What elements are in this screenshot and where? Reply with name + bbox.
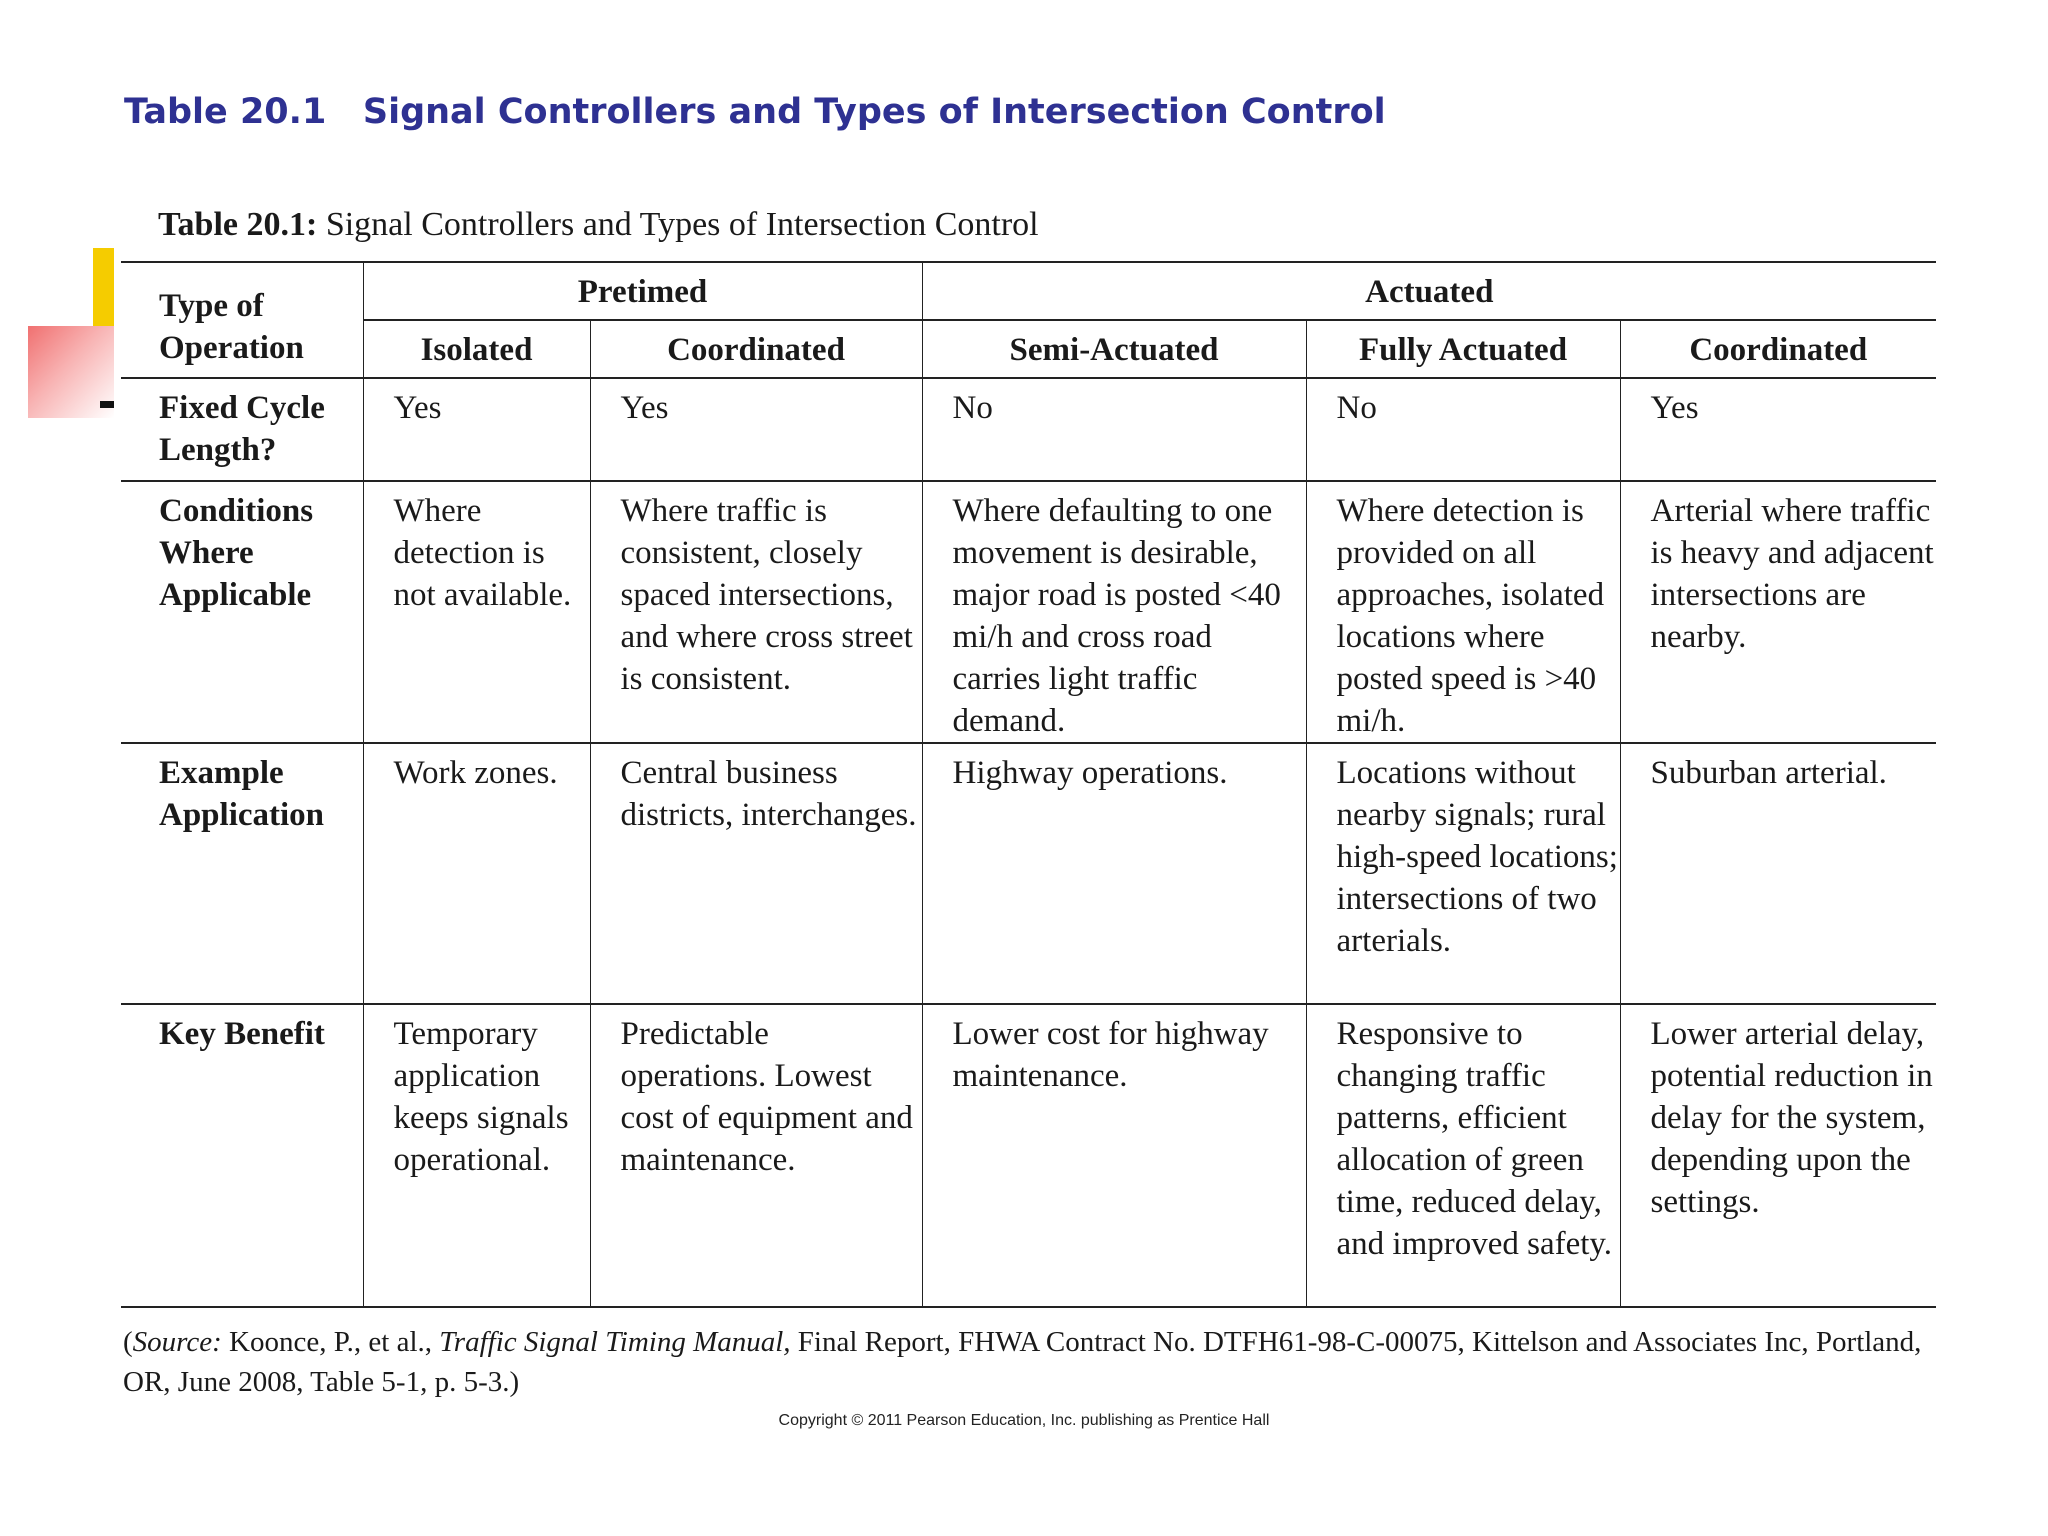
source-label: Source: [132, 1326, 222, 1358]
table-cell: Yes [1650, 390, 1699, 426]
table-cell: Yes [590, 378, 922, 481]
table-cell: Responsive to changing traffic patterns, efficient allocation of green time, reduced delay, and improved safety. [1306, 1004, 1620, 1307]
row-label-key-benefit: Key Benefit [121, 1004, 363, 1307]
column-header-fully-actuated: Fully Actuated [1306, 320, 1620, 378]
table-row [121, 1004, 1936, 1307]
row-label-conditions: Conditions Where Applicable [121, 481, 363, 743]
table-cell: Work zones. [363, 743, 590, 1004]
table-caption-text: Signal Controllers and Types of Intersection Control [325, 206, 1039, 243]
table-cell: Lower cost for highway maintenance. [922, 1004, 1306, 1307]
table-cell: Where detection is provided on all approaches, isolated locations where posted speed is >40 mi/h. [1306, 481, 1620, 743]
table-cell: No [922, 378, 1306, 481]
source-open: ( [123, 1326, 133, 1358]
accent-bar-yellow [93, 248, 114, 328]
signal-controller-table-wrap [121, 261, 1936, 1308]
table-cell: No [1306, 378, 1620, 481]
table-cell: Central business districts, interchanges. [590, 743, 922, 1004]
table-cell: Temporary application keeps signals operational. [363, 1004, 590, 1307]
column-header-actuated-coordinated: Coordinated [1620, 320, 1936, 378]
slide-title: Table 20.1 Signal Controllers and Types of Intersection Control [124, 92, 1386, 132]
group-header-actuated: Actuated [922, 262, 1936, 320]
source-details: Final Report, FHWA Contract No. DTFH61-98-C-00075, Kittelson and Associates Inc, Portland, OR, June 2008, Table 5-1, p. 5-3.) [123, 1326, 1922, 1398]
column-header-isolated: Isolated [363, 320, 590, 378]
group-header-pretimed: Pretimed [363, 262, 922, 320]
table-cell: Where defaulting to one movement is desirable, major road is posted <40 mi/h and cross road carries light traffic demand. [922, 481, 1306, 743]
table-cell: Where traffic is consistent, closely spaced intersections, and where cross street is consistent. [590, 481, 922, 743]
table-caption [158, 206, 1039, 244]
table-cell: Suburban arterial. [1650, 755, 1887, 791]
table-row [121, 481, 1936, 743]
table-cell: Highway operations. [922, 743, 1306, 1004]
table-cell: Predictable operations. Lowest cost of equipment and maintenance. [590, 1004, 922, 1307]
source-manual-title: Traffic Signal Timing Manual, [439, 1326, 791, 1358]
source-authors: Koonce, P., et al., [221, 1326, 440, 1358]
row-label-fixed-cycle: Fixed Cycle Length? [121, 378, 363, 481]
signal-controller-table [121, 261, 1936, 1308]
table-cell: Where detection is not available. [363, 481, 590, 743]
table-cell: Arterial where traffic is heavy and adjacent intersections are nearby. [1650, 493, 1934, 655]
table-row [121, 743, 1936, 1004]
table-cell: Locations without nearby signals; rural high-speed locations; intersections of two arterials. [1306, 743, 1620, 1004]
table-row [121, 378, 1936, 481]
row-label-example: Example Application [121, 743, 363, 1004]
table-cell: Lower arterial delay, potential reduction in delay for the system, depending upon the settings. [1650, 1016, 1933, 1220]
table-caption-label: Table 20.1: [158, 206, 318, 243]
accent-dash [100, 401, 114, 408]
column-header-semi-actuated: Semi-Actuated [922, 320, 1306, 378]
source-citation [123, 1322, 1943, 1402]
type-of-operation-header: Type of Operation [121, 262, 363, 378]
copyright-notice: Copyright © 2011 Pearson Education, Inc. publishing as Prentice Hall [778, 1412, 1270, 1429]
table-cell: Yes [363, 378, 590, 481]
column-header-pretimed-coordinated: Coordinated [590, 320, 922, 378]
